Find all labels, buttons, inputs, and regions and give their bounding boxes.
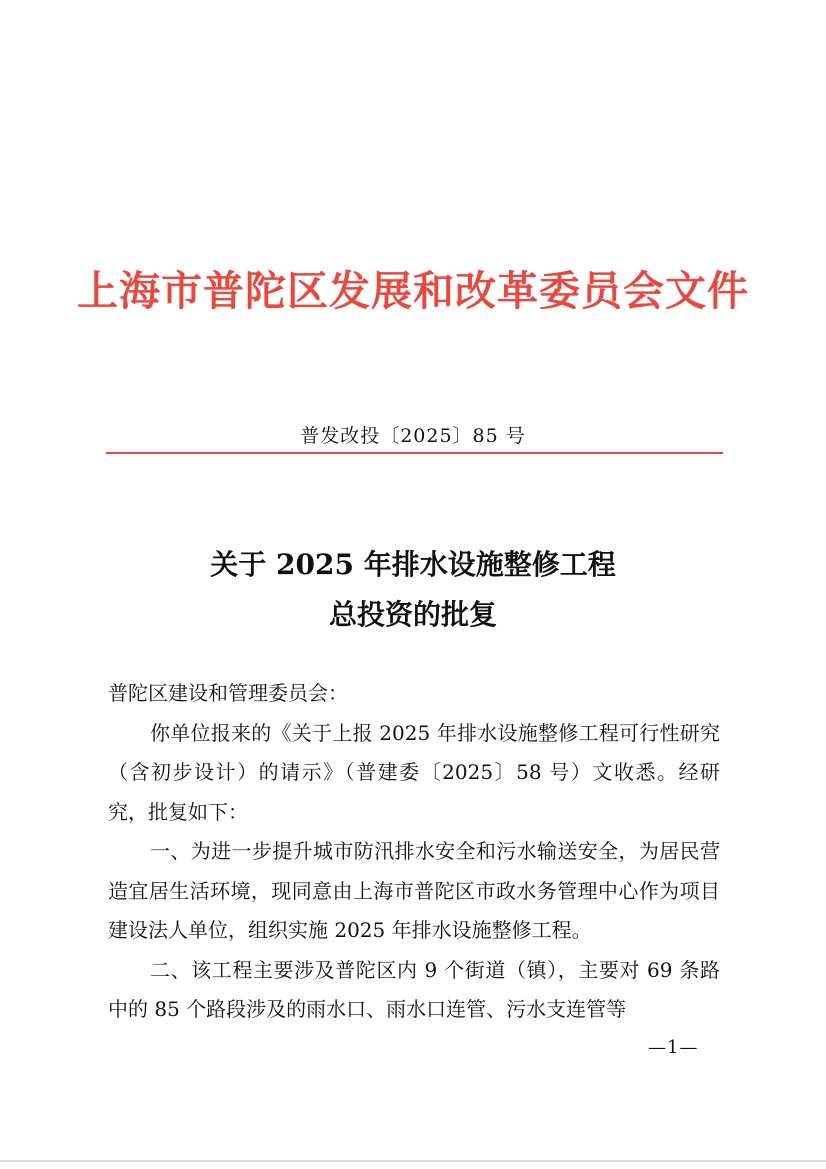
- document-title-line-2: 总投资的批复: [328, 598, 497, 631]
- red-divider-line: [106, 452, 723, 454]
- addressee: 普陀区建设和管理委员会：: [108, 681, 348, 705]
- document-title-line-1: 关于 2025 年排水设施整修工程: [210, 548, 616, 581]
- body-paragraph-2: 一、为进一步提升城市防汛排水安全和污水输送安全，为居民营造宜居生活环境，现同意由上海市普陀区市政水务管理中心作为项目建设法人单位，组织实施 2025 年排水设施整修工程。: [108, 839, 720, 942]
- body-paragraph-3: 二、该工程主要涉及普陀区内 9 个街道（镇），主要对 69 条路中的 85 个路段涉及的雨水口、雨水口连管、污水支连管等: [108, 957, 720, 1021]
- issuing-authority-header: 上海市普陀区发展和改革委员会文件: [77, 267, 749, 315]
- document-title: [0, 540, 826, 640]
- body-paragraph-1: 你单位报来的《关于上报 2025 年排水设施整修工程可行性研究（含初步设计）的请示》（普建委〔2025〕58 号）文收悉。经研究，批复如下：: [108, 720, 720, 824]
- page-number: —1—: [648, 1037, 699, 1058]
- document-body: [108, 674, 720, 1030]
- page-bottom-edge: [0, 1160, 826, 1162]
- document-number: 普发改投〔2025〕85 号: [300, 425, 526, 447]
